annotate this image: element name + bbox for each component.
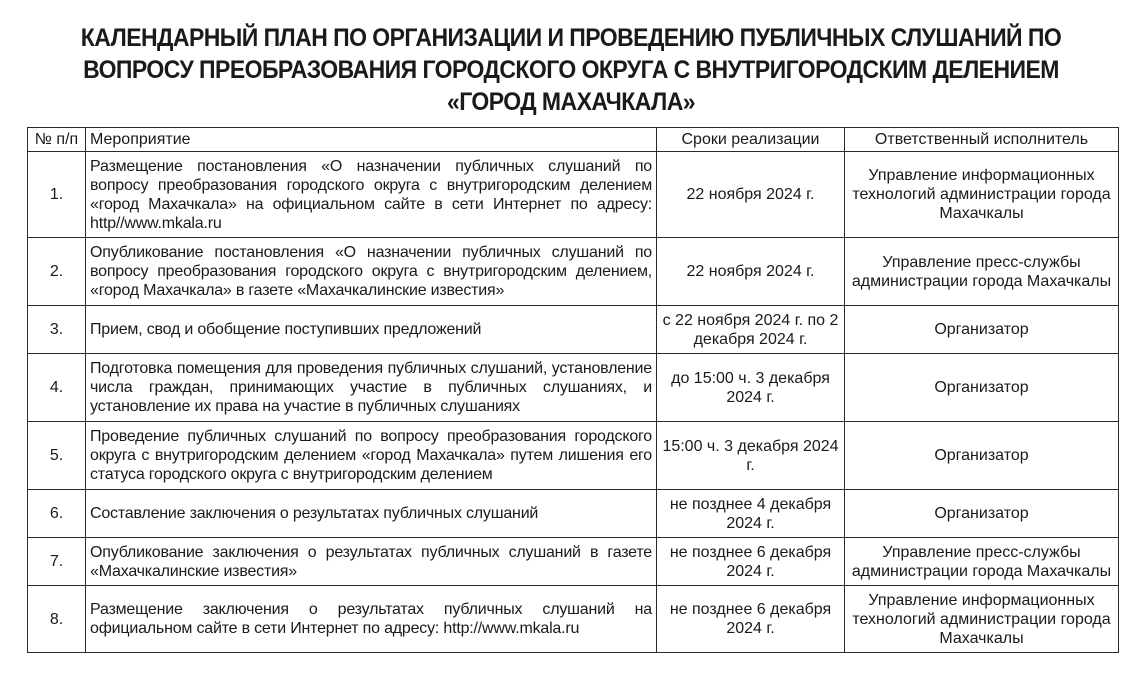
table-row	[28, 152, 1119, 238]
row-event: Прием, свод и обобщение поступивших предложений	[86, 306, 657, 354]
row-term: не позднее 6 декабря 2024 г.	[657, 586, 845, 653]
row-event: Проведение публичных слушаний по вопросу преобразования городского округа с внутригородским делением «город Махачкала» путем лишения его статуса городского округа с внутригородским делением	[86, 422, 657, 490]
row-responsible: Управление информационных технологий администрации города Махачкалы	[845, 586, 1119, 653]
table-row	[28, 538, 1119, 586]
row-responsible: Организатор	[845, 490, 1119, 538]
calendar-plan-table	[27, 127, 1119, 653]
row-term: не позднее 6 декабря 2024 г.	[657, 538, 845, 586]
row-number: 7.	[28, 538, 86, 586]
row-event: Размещение заключения о результатах публичных слушаний на официальном сайте в сети Интернет по адресу: http://www.mkala.ru	[86, 586, 657, 653]
row-number: 5.	[28, 422, 86, 490]
row-responsible: Организатор	[845, 354, 1119, 422]
row-term: 22 ноября 2024 г.	[657, 238, 845, 306]
row-number: 6.	[28, 490, 86, 538]
title-line: «ГОРОД МАХАЧКАЛА»	[446, 88, 696, 116]
table-row	[28, 354, 1119, 422]
row-number: 4.	[28, 354, 86, 422]
document-title	[65, 22, 1077, 118]
row-term: с 22 ноября 2024 г. по 2 декабря 2024 г.	[657, 306, 845, 354]
row-event: Подготовка помещения для проведения публичных слушаний, установление числа граждан, принимающих участие в публичных слушаниях, и установление их права на участие в публичных слушаниях	[86, 354, 657, 422]
title-line: ВОПРОСУ ПРЕОБРАЗОВАНИЯ ГОРОДСКОГО ОКРУГА С ВНУТРИГОРОДСКИМ ДЕЛЕНИЕМ	[83, 56, 1059, 84]
row-responsible: Управление пресс-службы администрации города Махачкалы	[845, 238, 1119, 306]
row-number: 1.	[28, 152, 86, 238]
row-responsible: Управление пресс-службы администрации города Махачкалы	[845, 538, 1119, 586]
row-term: до 15:00 ч. 3 декабря 2024 г.	[657, 354, 845, 422]
table-body	[28, 152, 1119, 653]
header-number: № п/п	[28, 128, 86, 152]
table-row	[28, 586, 1119, 653]
table-row	[28, 306, 1119, 354]
row-event: Размещение постановления «О назначении публичных слушаний по вопросу преобразования городского округа с внутригородским делением «город Махачкала» на официальном сайте в сети Интернет по адресу: http//www.mkala.ru	[86, 152, 657, 238]
row-term: 15:00 ч. 3 декабря 2024 г.	[657, 422, 845, 490]
table-header-row	[28, 128, 1119, 152]
table-row	[28, 422, 1119, 490]
row-term: не позднее 4 декабря 2024 г.	[657, 490, 845, 538]
row-responsible: Управление информационных технологий администрации города Махачкалы	[845, 152, 1119, 238]
header-term: Сроки реализации	[657, 128, 845, 152]
header-responsible: Ответственный исполнитель	[845, 128, 1119, 152]
row-term: 22 ноября 2024 г.	[657, 152, 845, 238]
row-responsible: Организатор	[845, 422, 1119, 490]
row-event: Составление заключения о результатах публичных слушаний	[86, 490, 657, 538]
row-number: 8.	[28, 586, 86, 653]
row-number: 2.	[28, 238, 86, 306]
table-row	[28, 238, 1119, 306]
header-event: Мероприятие	[86, 128, 657, 152]
table-row	[28, 490, 1119, 538]
row-responsible: Организатор	[845, 306, 1119, 354]
table-header	[28, 128, 1119, 152]
title-line: КАЛЕНДАРНЫЙ ПЛАН ПО ОРГАНИЗАЦИИ И ПРОВЕДЕНИЮ ПУБЛИЧНЫХ СЛУШАНИЙ ПО	[80, 24, 1062, 52]
row-number: 3.	[28, 306, 86, 354]
row-event: Опубликование заключения о результатах публичных слушаний в газете «Махачкалинские известия»	[86, 538, 657, 586]
row-event: Опубликование постановления «О назначении публичных слушаний по вопросу преобразования городского округа с внутригородским делением, «город Махачкала» в газете «Махачкалинские известия»	[86, 238, 657, 306]
